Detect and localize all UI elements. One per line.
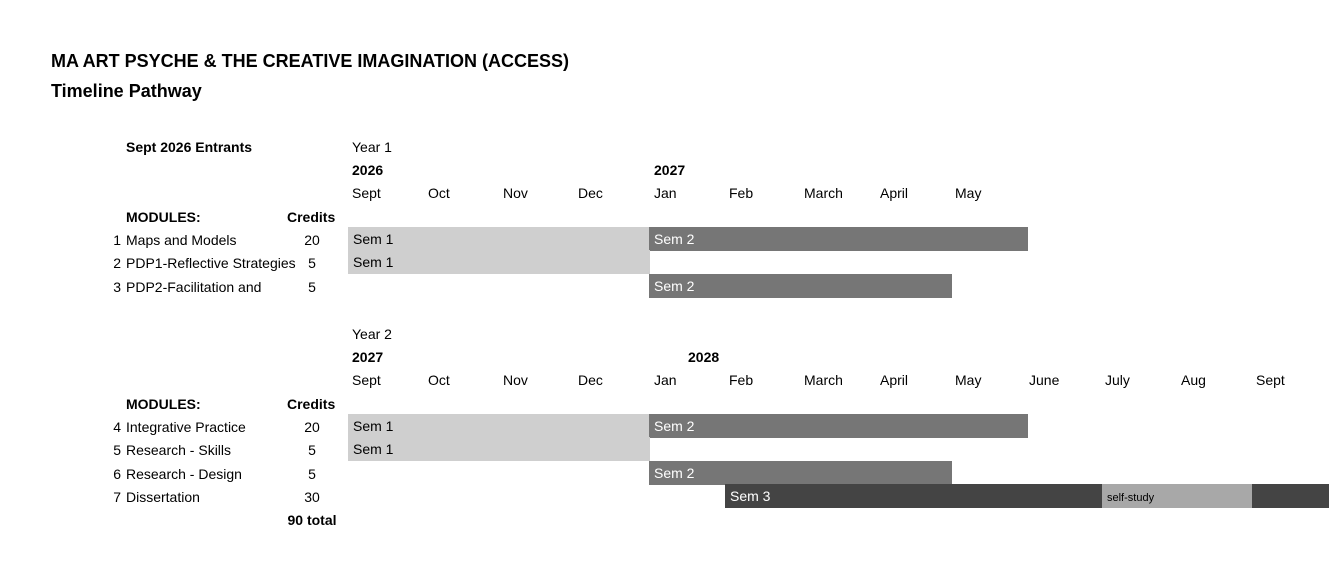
year2-label: Year 2 — [352, 326, 392, 342]
module-credits: 5 — [308, 255, 316, 271]
timeline-bar — [649, 227, 1028, 251]
bar-label: Sem 2 — [654, 465, 695, 481]
month-label: Feb — [729, 372, 754, 388]
bar-label: Sem 1 — [353, 231, 394, 247]
year2-year-2027: 2027 — [352, 349, 384, 365]
module-credits: 5 — [308, 466, 316, 482]
module-credits: 5 — [308, 279, 316, 295]
year2-year-2028: 2028 — [688, 349, 720, 365]
month-label: July — [1105, 372, 1130, 388]
month-label: Dec — [578, 185, 603, 201]
entrants-label: Sept 2026 Entrants — [126, 139, 253, 155]
month-label: Nov — [503, 372, 528, 388]
module-number: 3 — [113, 279, 121, 295]
year1-label: Year 1 — [352, 139, 392, 155]
month-label: March — [804, 372, 843, 388]
module-name: Integrative Practice — [126, 419, 246, 435]
credits-total: 90 total — [287, 512, 337, 528]
bar-label: Sem 2 — [654, 278, 695, 294]
credits-header: Credits — [287, 396, 336, 412]
month-label: April — [880, 372, 909, 388]
module-number: 5 — [113, 442, 121, 458]
timeline-bar — [348, 437, 650, 461]
page-title: MA ART PSYCHE & THE CREATIVE IMAGINATION (ACCESS) — [51, 51, 570, 71]
month-label: Sept — [352, 372, 381, 388]
credits-header: Credits — [287, 209, 336, 225]
timeline-bar — [1102, 484, 1252, 508]
bar-label: self-study — [1107, 492, 1155, 504]
module-number: 6 — [113, 466, 121, 482]
modules-header: MODULES: — [126, 209, 201, 225]
modules-header: MODULES: — [126, 396, 201, 412]
module-name: PDP1-Reflective Strategies — [126, 255, 296, 271]
month-label: Feb — [729, 185, 754, 201]
bar-label: Sem 1 — [353, 418, 394, 434]
module-name: Dissertation — [126, 489, 200, 505]
module-number: 4 — [113, 419, 121, 435]
month-label: Nov — [503, 185, 528, 201]
module-number: 1 — [113, 232, 121, 248]
module-number: 2 — [113, 255, 121, 271]
module-name: PDP2-Facilitation and — [126, 279, 262, 295]
module-name: Research - Design — [126, 466, 242, 482]
month-label: Jan — [654, 185, 677, 201]
timeline-bar — [1252, 484, 1329, 508]
month-label: June — [1029, 372, 1060, 388]
module-number: 7 — [113, 489, 121, 505]
month-label: Sept — [352, 185, 381, 201]
month-label: Oct — [428, 185, 450, 201]
year1-year-2026: 2026 — [352, 162, 384, 178]
month-label: Jan — [654, 372, 677, 388]
timeline-bar — [649, 274, 952, 298]
month-label: March — [804, 185, 843, 201]
month-label: May — [955, 372, 982, 388]
timeline-bar — [348, 227, 649, 251]
timeline-bar — [348, 414, 649, 438]
month-label: April — [880, 185, 909, 201]
page-subtitle: Timeline Pathway — [51, 81, 202, 101]
timeline-bar — [649, 461, 952, 485]
timeline-bar — [348, 250, 650, 274]
timeline-bar — [649, 414, 1028, 438]
bar-label: Sem 3 — [730, 488, 771, 504]
month-label: Sept — [1256, 372, 1285, 388]
bar-label: Sem 1 — [353, 441, 394, 457]
month-label: Dec — [578, 372, 603, 388]
month-label: Aug — [1181, 372, 1206, 388]
module-credits: 30 — [304, 489, 320, 505]
module-name: Maps and Models — [126, 232, 237, 248]
year1-year-2027: 2027 — [654, 162, 686, 178]
module-credits: 5 — [308, 442, 316, 458]
module-credits: 20 — [304, 419, 320, 435]
timeline-bar — [725, 484, 1102, 508]
bar-label: Sem 1 — [353, 254, 394, 270]
month-label: May — [955, 185, 982, 201]
month-label: Oct — [428, 372, 450, 388]
bar-label: Sem 2 — [654, 418, 695, 434]
bar-label: Sem 2 — [654, 231, 695, 247]
module-name: Research - Skills — [126, 442, 232, 458]
module-credits: 20 — [304, 232, 320, 248]
